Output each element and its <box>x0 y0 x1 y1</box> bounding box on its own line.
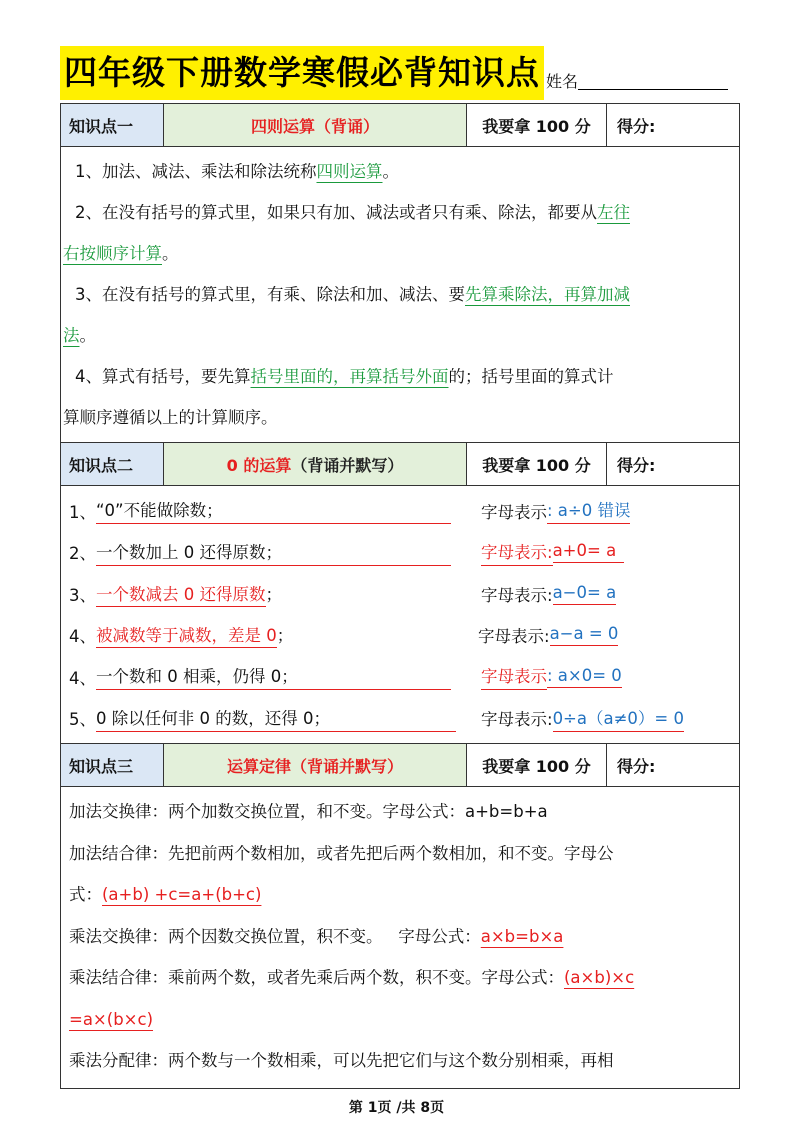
section-topic: 四则运算（背诵） <box>164 104 467 146</box>
name-blank <box>578 71 728 90</box>
point-4: 4、算式有括号，要先算括号里面的，再算括号外面的；括号里面的算式计 算顺序遵循以上的计算顺序。 <box>63 367 614 427</box>
point-2: 2、在没有括号的算式里，如果只有加、减法或者只有乘、除法，都要从左往 右按顺序计算。 <box>63 203 630 263</box>
section-header-2 <box>61 443 739 486</box>
goal-cell: 我要拿 100 分 <box>467 443 607 485</box>
law-line: 乘法结合律：乘前两个数，或者先乘后两个数，积不变。字母公式：(a×b)×c <box>69 968 635 987</box>
section-header-1 <box>61 104 739 147</box>
zero-rule-row: 2、 一个数加上 0 还得原数； 字母表示: a+0= a <box>69 532 731 574</box>
law-line: 乘法交换律：两个因数交换位置，积不变。 字母公式：a×b=b×a <box>69 926 564 946</box>
section-label: 知识点一 <box>61 104 164 146</box>
section-label: 知识点三 <box>61 744 164 786</box>
law-line: =a×(b×c) <box>69 1009 154 1029</box>
section-label: 知识点二 <box>61 443 164 485</box>
section-topic: 0 的运算 （背诵并默写） <box>164 443 467 485</box>
section-body-1 <box>61 147 739 443</box>
point-3: 3、在没有括号的算式里，有乘、除法和加、减法、要先算乘除法，再算加减 法。 <box>63 285 630 345</box>
name-label: 姓名 <box>546 72 579 91</box>
score-cell: 得分: <box>617 116 656 136</box>
point-1: 1、加法、减法、乘法和除法统称四则运算。 <box>75 162 399 181</box>
goal-cell: 我要拿 100 分 <box>467 104 607 146</box>
worksheet <box>60 103 740 1089</box>
page-number: 第 1页 /共 8页 <box>348 1100 445 1116</box>
zero-rule-row: 4、 一个数和 0 相乘，仍得 0； 字母表示 : a×0= 0 <box>69 656 731 698</box>
section-topic: 运算定律（背诵并默写） <box>164 744 467 786</box>
section-body-3 <box>61 787 739 1088</box>
score-cell: 得分: <box>617 756 656 776</box>
law-line: 乘法分配律：两个数与一个数相乘，可以先把它们与这个数分别相乘，再相 <box>69 1051 614 1070</box>
goal-cell: 我要拿 100 分 <box>467 744 607 786</box>
law-line: 式：(a+b) +c=a+(b+c) <box>69 885 262 904</box>
page-title: 四年级下册数学寒假必背知识点 <box>60 46 544 100</box>
law-line: 加法交换律：两个加数交换位置，和不变。字母公式：a+b=b+a <box>69 802 548 821</box>
zero-rule-row: 5、 0 除以任何非 0 的数，还得 0； 字母表示: 0÷a（a≠0）= 0 <box>69 698 731 740</box>
zero-rule-row: 3、 一个数减去 0 还得原数； 字母表示: a−0= a <box>69 582 617 605</box>
law-line: 加法结合律：先把前两个数相加，或者先把后两个数相加，和不变。字母公 <box>69 843 614 863</box>
title-bar <box>60 44 728 100</box>
score-cell: 得分: <box>617 455 656 475</box>
section-body-2 <box>61 486 739 744</box>
zero-rule-row: 4、 被减数等于减数，差是 0； 字母表示: a−a = 0 <box>69 624 619 647</box>
zero-rule-row: 1、 “0”不能做除数； 字母表示 : a÷0 错误 <box>69 490 731 532</box>
section-header-3 <box>61 744 739 787</box>
